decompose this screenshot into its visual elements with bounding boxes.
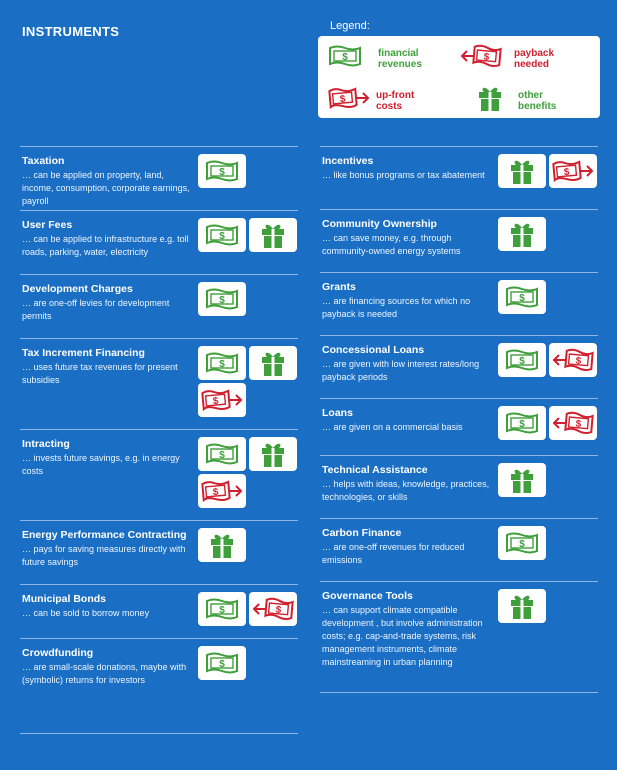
instrument-name: Energy Performance Contracting xyxy=(22,529,187,541)
dollar-note-icon xyxy=(198,282,246,316)
instrument-description: … can be applied to infrastructure e.g. toll roads, parking, water, electricity xyxy=(22,234,189,257)
svg-text:$: $ xyxy=(575,418,582,431)
instrument-description: … helps with ideas, knowledge, practices, technologies, or skills xyxy=(322,479,490,502)
svg-text:$: $ xyxy=(275,604,282,617)
instrument-name: Loans xyxy=(322,407,353,419)
svg-text:$: $ xyxy=(519,293,525,304)
svg-text:$: $ xyxy=(219,231,225,242)
instrument-name: Governance Tools xyxy=(322,590,413,602)
instrument-item xyxy=(320,272,598,335)
instrument-item xyxy=(20,638,298,717)
instrument-icons xyxy=(498,589,602,623)
svg-text:$: $ xyxy=(339,93,346,106)
instrument-description: … uses future tax revenues for present subsidies xyxy=(22,362,178,385)
svg-text:$: $ xyxy=(483,51,490,64)
payback-icon xyxy=(549,406,597,440)
svg-text:$: $ xyxy=(563,166,570,179)
svg-text:$: $ xyxy=(342,52,348,63)
svg-text:$: $ xyxy=(212,486,219,499)
instrument-name: Intracting xyxy=(22,438,70,450)
page-title: INSTRUMENTS xyxy=(22,24,120,39)
instrument-name: Tax Increment Financing xyxy=(22,347,145,359)
instrument-name: Crowdfunding xyxy=(22,647,94,659)
instrument-name: User Fees xyxy=(22,219,73,231)
svg-text:$: $ xyxy=(219,167,225,178)
instrument-name: Taxation xyxy=(22,155,65,167)
instrument-icons xyxy=(498,217,602,251)
instrument-icons xyxy=(198,346,302,417)
payback-icon xyxy=(549,343,597,377)
legend-financial-text: financial revenues xyxy=(378,47,422,70)
instrument-description: … can support climate compatible development , but involve administration costs; e.g. cap-and-trade systems, risk management instruments, climate mainstreaming in urban planning xyxy=(322,605,483,667)
instrument-description: … can be applied on property, land, income, consumption, corporate earnings, payroll xyxy=(22,170,190,206)
legend-financial xyxy=(328,44,440,73)
legend xyxy=(318,36,600,118)
instrument-name: Carbon Finance xyxy=(322,527,402,539)
instrument-item xyxy=(320,146,598,209)
legend-upfront xyxy=(328,86,426,115)
gift-icon xyxy=(498,589,546,623)
instrument-description: … are one-off levies for development permits xyxy=(22,298,170,321)
svg-text:$: $ xyxy=(219,659,225,670)
instrument-icons xyxy=(198,437,302,508)
instrument-item xyxy=(320,209,598,272)
instrument-item xyxy=(320,398,598,455)
instrument-icons xyxy=(198,646,302,680)
instrument-name: Concessional Loans xyxy=(322,344,425,356)
gift-icon xyxy=(498,463,546,497)
instrument-icons xyxy=(498,526,602,560)
payback-icon xyxy=(460,44,502,73)
payback-icon xyxy=(249,592,297,626)
instrument-item xyxy=(320,455,598,518)
dollar-note-icon xyxy=(198,646,246,680)
instrument-item xyxy=(20,338,298,429)
instrument-description: … are small-scale donations, maybe with (symbolic) returns for investors xyxy=(22,662,187,685)
legend-other-text: other benefits xyxy=(518,89,557,112)
instrument-icons xyxy=(498,406,602,440)
svg-text:$: $ xyxy=(575,355,582,368)
right-column xyxy=(320,146,598,712)
instrument-icons xyxy=(198,154,302,188)
instrument-icons xyxy=(198,592,302,626)
instrument-item xyxy=(20,210,298,274)
instrument-description: … can be sold to borrow money xyxy=(22,608,150,618)
dollar-note-icon xyxy=(498,406,546,440)
dollar-note-icon xyxy=(498,343,546,377)
instrument-item xyxy=(20,274,298,338)
instrument-name: Incentives xyxy=(322,155,374,167)
instrument-description: … can save money, e.g. through community-owned energy systems xyxy=(322,233,461,256)
right-column-end-divider xyxy=(320,692,598,693)
instrument-name: Municipal Bonds xyxy=(22,593,106,605)
legend-payback-text: payback needed xyxy=(514,47,555,70)
instrument-description: … like bonus programs or tax abatement xyxy=(322,170,485,180)
instrument-item xyxy=(20,584,298,638)
instrument-item xyxy=(320,335,598,398)
instrument-description: … are financing sources for which no payback is needed xyxy=(322,296,471,319)
instrument-item xyxy=(20,146,298,210)
instrument-description: … are one-off revenues for reduced emissions xyxy=(322,542,465,565)
upfront-cost-icon xyxy=(328,86,370,115)
instrument-description: … are given with low interest rates/long payback periods xyxy=(322,359,480,382)
instrument-icons xyxy=(498,463,602,497)
instrument-name: Technical Assistance xyxy=(322,464,428,476)
instrument-icons xyxy=(498,280,602,314)
instrument-item xyxy=(320,518,598,581)
gift-icon xyxy=(198,528,246,562)
gift-icon xyxy=(249,346,297,380)
instrument-name: Community Ownership xyxy=(322,218,437,230)
left-column xyxy=(20,146,298,717)
svg-text:$: $ xyxy=(212,395,219,408)
instrument-name: Development Charges xyxy=(22,283,133,295)
svg-text:$: $ xyxy=(219,450,225,461)
instrument-icons xyxy=(498,154,602,188)
legend-other xyxy=(476,84,568,117)
legend-upfront-text: up-front costs xyxy=(376,89,415,112)
svg-text:$: $ xyxy=(219,295,225,306)
legend-label: Legend: xyxy=(330,20,370,32)
dollar-note-icon xyxy=(198,346,246,380)
instrument-icons xyxy=(198,218,302,252)
left-column-end-divider xyxy=(20,733,298,734)
dollar-note-icon xyxy=(328,44,362,73)
dollar-note-icon xyxy=(198,154,246,188)
instrument-icons xyxy=(198,282,302,316)
svg-text:$: $ xyxy=(219,359,225,370)
instrument-name: Grants xyxy=(322,281,356,293)
upfront-cost-icon xyxy=(198,383,246,417)
svg-text:$: $ xyxy=(519,539,525,550)
gift-icon xyxy=(498,154,546,188)
gift-icon xyxy=(249,218,297,252)
instrument-description: … pays for saving measures directly with future savings xyxy=(22,544,186,567)
instrument-item xyxy=(20,429,298,520)
dollar-note-icon xyxy=(198,218,246,252)
gift-icon xyxy=(476,84,504,117)
svg-text:$: $ xyxy=(219,605,225,616)
upfront-cost-icon xyxy=(198,474,246,508)
instrument-icons xyxy=(498,343,602,377)
dollar-note-icon xyxy=(198,437,246,471)
instrument-description: … are given on a commercial basis xyxy=(322,422,463,432)
gift-icon xyxy=(249,437,297,471)
legend-payback xyxy=(460,44,566,73)
gift-icon xyxy=(498,217,546,251)
instrument-item xyxy=(20,520,298,584)
dollar-note-icon xyxy=(198,592,246,626)
upfront-cost-icon xyxy=(549,154,597,188)
dollar-note-icon xyxy=(498,280,546,314)
dollar-note-icon xyxy=(498,526,546,560)
instrument-description: … invests future savings, e.g. in energy costs xyxy=(22,453,180,476)
svg-text:$: $ xyxy=(519,419,525,430)
instrument-icons xyxy=(198,528,302,562)
svg-text:$: $ xyxy=(519,356,525,367)
